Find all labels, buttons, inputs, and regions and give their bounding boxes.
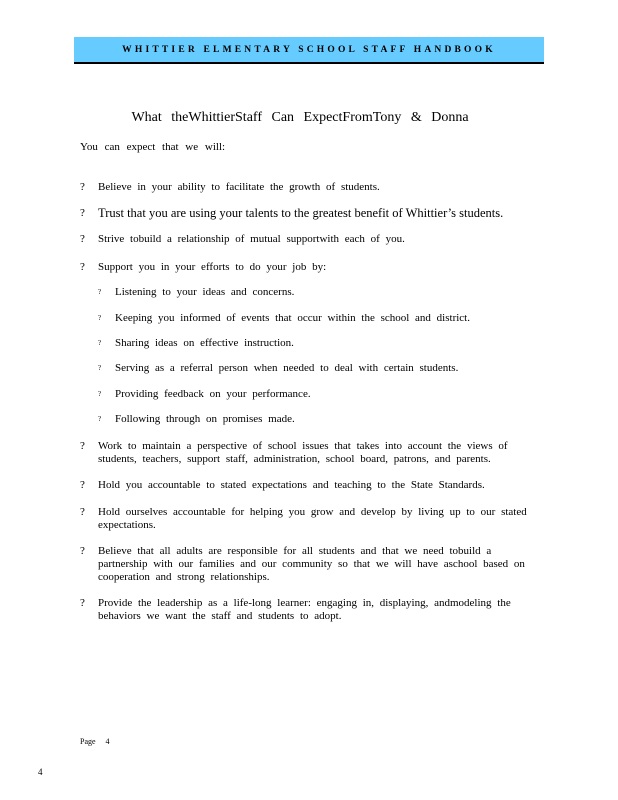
bullet-mark: ? xyxy=(80,597,85,609)
list-item-text: Believe that all adults are responsible for all students and that we need tobuild a partnership with our families and our community so that we will have aschool based on cooperation and strong relationships. xyxy=(98,545,525,583)
list-item xyxy=(80,479,540,492)
intro-text: You can expect that we will: xyxy=(80,141,226,153)
list-item xyxy=(80,597,540,623)
header-rule xyxy=(74,62,544,64)
sub-bullet-mark: ? xyxy=(98,415,102,423)
list-item-text: Strive tobuild a relationship of mutual supportwith each of you. xyxy=(98,233,405,245)
sub-list-item-text: Keeping you informed of events that occur within the school and district. xyxy=(115,312,470,324)
sub-bullet-mark: ? xyxy=(98,390,102,398)
list-item-text: Work to maintain a perspective of school issues that takes into account the views of students, teachers, support staff, administration, school board, patrons, and parents. xyxy=(98,440,508,465)
list-item xyxy=(80,261,540,274)
list-item xyxy=(80,181,540,194)
sub-list-item xyxy=(98,337,538,350)
sub-list-item-text: Sharing ideas on effective instruction. xyxy=(115,337,294,349)
sub-list-item-text: Serving as a referral person when needed to deal with certain students. xyxy=(115,362,459,374)
list-item-text: Provide the leadership as a life-long learner: engaging in, displaying, andmodeling the behaviors we want the staff and students to adopt. xyxy=(98,597,511,622)
bullet-mark: ? xyxy=(80,207,85,219)
handbook-header-bar xyxy=(74,37,544,62)
sub-bullet-mark: ? xyxy=(98,364,102,372)
list-item-text: Trust that you are using your talents to the greatest benefit of Whittier’s students. xyxy=(98,206,504,220)
sub-bullet-mark: ? xyxy=(98,314,102,322)
sub-list-item xyxy=(98,312,538,325)
bullet-mark: ? xyxy=(80,479,85,491)
sub-list-item-text: Providing feedback on your performance. xyxy=(115,388,311,400)
sub-bullet-mark: ? xyxy=(98,339,102,347)
list-item xyxy=(80,506,540,532)
page-number: 4 xyxy=(38,767,43,777)
sub-list-item xyxy=(98,388,538,401)
sub-list-item-text: Following through on promises made. xyxy=(115,413,295,425)
list-item-text: Support you in your efforts to do your job by: xyxy=(98,261,327,273)
sub-list-item xyxy=(98,362,538,375)
sub-list-item-text: Listening to your ideas and concerns. xyxy=(115,286,295,298)
bullet-mark: ? xyxy=(80,545,85,557)
page-label: Page 4 xyxy=(80,737,110,746)
list-item xyxy=(80,440,540,466)
bullet-mark: ? xyxy=(80,506,85,518)
document-title: What theWhittierStaff Can ExpectFromTony & Donna xyxy=(131,110,469,125)
bullet-mark: ? xyxy=(80,440,85,452)
sub-list-item xyxy=(98,413,538,426)
sub-bullet-mark: ? xyxy=(98,288,102,296)
handbook-header-title: WHITTIER ELMENTARY SCHOOL STAFF HANDBOOK xyxy=(122,44,496,55)
list-item-text: Hold you accountable to stated expectations and teaching to the State Standards. xyxy=(98,479,485,491)
list-item-text: Believe in your ability to facilitate the growth of students. xyxy=(98,181,380,193)
sub-list-item xyxy=(98,286,538,299)
bullet-mark: ? xyxy=(80,181,85,193)
list-item xyxy=(80,207,540,220)
list-item xyxy=(80,233,540,246)
bullet-mark: ? xyxy=(80,233,85,245)
bullet-mark: ? xyxy=(80,261,85,273)
list-item-text: Hold ourselves accountable for helping you grow and develop by living up to our stated expectations. xyxy=(98,506,527,531)
list-item xyxy=(80,545,540,584)
